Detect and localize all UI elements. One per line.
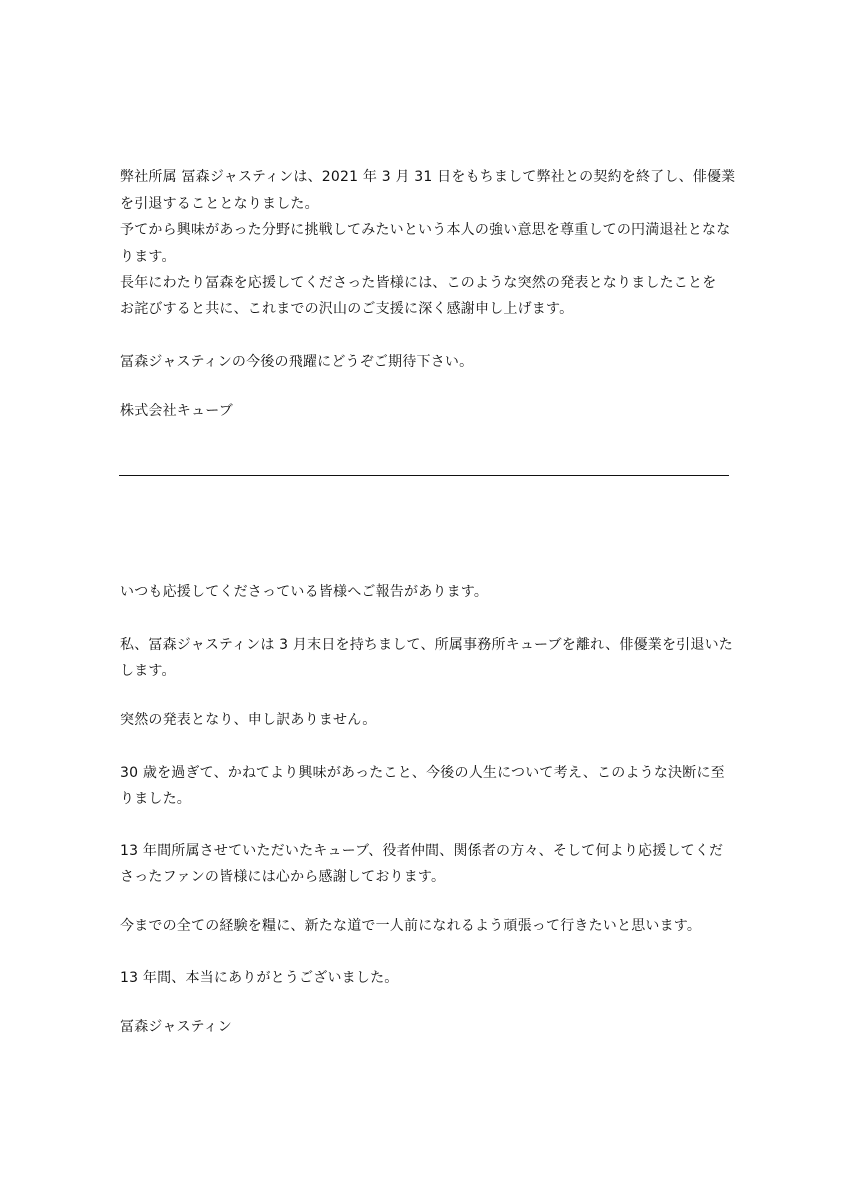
message-line: 突然の発表となり、申し訳ありません。: [120, 712, 377, 728]
message-line: さったファンの皆様には心から感謝しております。: [120, 869, 446, 885]
message-line: します。: [120, 663, 176, 679]
announcement-line: 長年にわたり冨森を応援してくださった皆様には、このような突然の発表となりましたことを: [120, 275, 717, 291]
message-line: りました。: [120, 791, 191, 807]
message-line: 13 年間、本当にありがとうございました。: [120, 970, 399, 986]
company-signature: 株式会社キューブ: [120, 403, 233, 419]
section-divider: [119, 475, 729, 476]
announcement-line: ります。: [120, 249, 176, 265]
message-line: 30 歳を過ぎて、かねてより興味があったこと、今後の人生について考え、このような決断に至: [120, 765, 725, 781]
announcement-line: 予てから興味があった分野に挑戦してみたいという本人の強い意思を尊重しての円満退社となな: [120, 222, 731, 238]
message-line: いつも応援してくださっている皆様へご報告があります。: [120, 584, 489, 600]
announcement-line: を引退することとなりました。: [120, 196, 319, 212]
announcement-line: お詫びすると共に、これまでの沢山のご支援に深く感謝申し上げます。: [120, 301, 574, 317]
message-line: 13 年間所属させていただいたキューブ、役者仲間、関係者の方々、そして何より応援してくだ: [120, 843, 724, 859]
announcement-line: 冨森ジャスティンの今後の飛躍にどうぞご期待下さい。: [120, 354, 474, 370]
personal-signature: 冨森ジャスティン: [120, 1019, 232, 1035]
message-line: 今までの全ての経験を糧に、新たな道で一人前になれるよう頑張って行きたいと思います。: [120, 918, 702, 934]
message-line: 私、冨森ジャスティンは 3 月末日を持ちまして、所属事務所キューブを離れ、俳優業を引退いた: [120, 637, 733, 653]
announcement-line: 弊社所属 冨森ジャスティンは、2021 年 3 月 31 日をもちまして弊社との契約を終了し、俳優業: [120, 169, 736, 185]
